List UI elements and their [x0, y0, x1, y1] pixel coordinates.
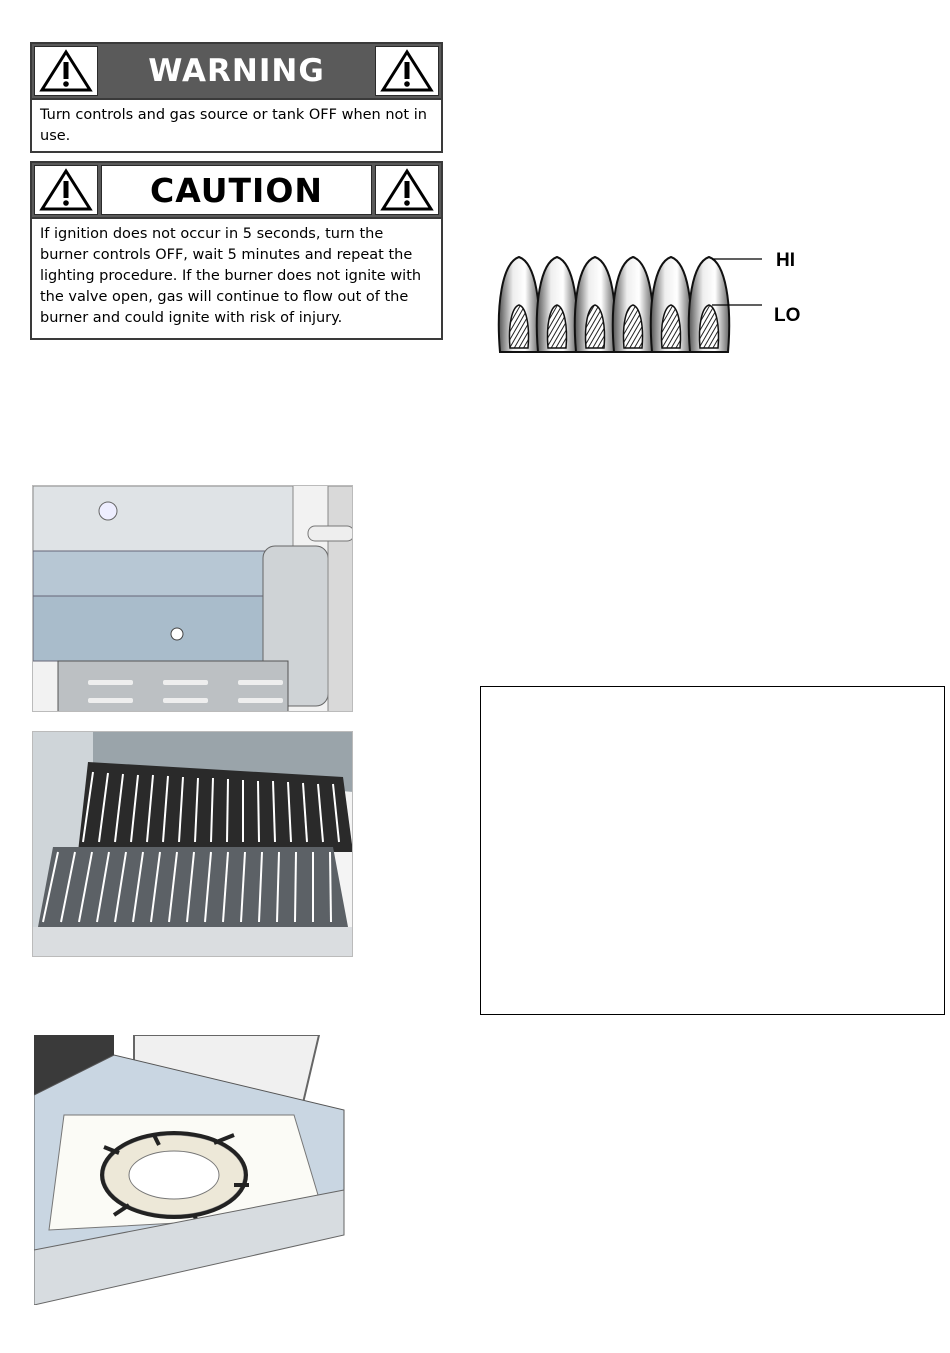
- caution-title-box: [101, 165, 372, 215]
- cooking-grates-illustration: [32, 731, 353, 957]
- warning-title: WARNING: [148, 53, 325, 89]
- warning-triangle-icon: [375, 165, 439, 215]
- lo-label: LO: [774, 305, 801, 326]
- warning-triangle-icon: [34, 46, 98, 96]
- hi-label: HI: [776, 250, 795, 271]
- flame-height-diagram: [490, 245, 820, 360]
- caution-title: CAUTION: [150, 170, 323, 210]
- caution-header: [32, 163, 441, 219]
- caution-text: If ignition does not occur in 5 seconds, turn the burner controls OFF, wait 5 minutes and repeat the lighting procedure. If the burner does not ignite with the valve open, gas will continue to flow out of the burner and could ignite with risk of injury.: [40, 226, 422, 326]
- caution-sign: [30, 161, 443, 340]
- warning-text: Turn controls and gas source or tank OFF when not in use.: [40, 107, 427, 144]
- warning-header: [32, 44, 441, 100]
- warning-triangle-icon: [375, 46, 439, 96]
- warning-sign: [30, 42, 443, 153]
- flames: [499, 257, 729, 352]
- grill-side-illustration: [32, 485, 353, 712]
- warning-triangle-icon: [34, 165, 98, 215]
- side-burner-illustration: [34, 1035, 348, 1305]
- warning-title-box: [101, 46, 372, 96]
- text-frame: [480, 686, 945, 1015]
